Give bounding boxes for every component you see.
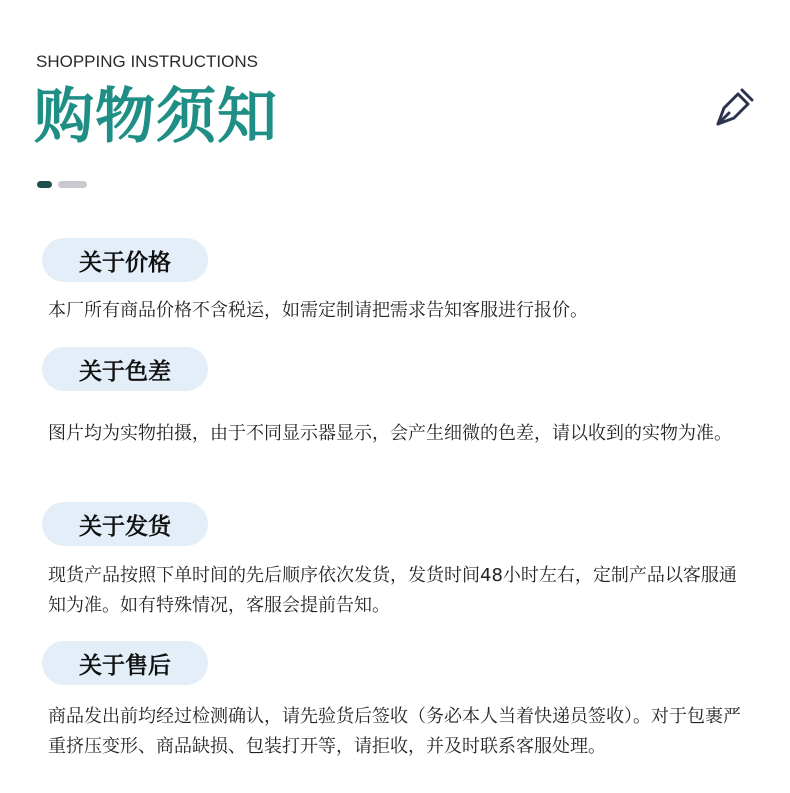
section-heading-aftersales: 关于售后 (42, 641, 208, 685)
pen-icon (712, 86, 756, 130)
dot-active (37, 181, 52, 188)
section-text-price: 本厂所有商品价格不含税运，如需定制请把需求告知客服进行报价。 (48, 300, 588, 321)
section-heading-price: 关于价格 (42, 238, 208, 282)
section-text-color: 图片均为实物拍摄，由于不同显示器显示，会产生细微的色差，请以收到的实物为准。 (48, 423, 732, 444)
section-text-aftersales: 商品发出前均经过检测确认，请先验货后签收（务必本人当着快递员签收）。对于包裹严重挤压变形、商品缺损、包装打开等，请拒收，并及时联系客服处理。 (48, 706, 741, 757)
dot-inactive (58, 181, 87, 188)
section-heading-color: 关于色差 (42, 347, 208, 391)
section-text-shipping: 现货产品按照下单时间的先后顺序依次发货，发货时间48小时左右，定制产品以客服通知为准。如有特殊情况，客服会提前告知。 (48, 565, 737, 616)
eyebrow-label: SHOPPING INSTRUCTIONS (36, 52, 258, 71)
section-heading-shipping: 关于发货 (42, 502, 208, 546)
page-title: 购物须知 (34, 82, 278, 152)
